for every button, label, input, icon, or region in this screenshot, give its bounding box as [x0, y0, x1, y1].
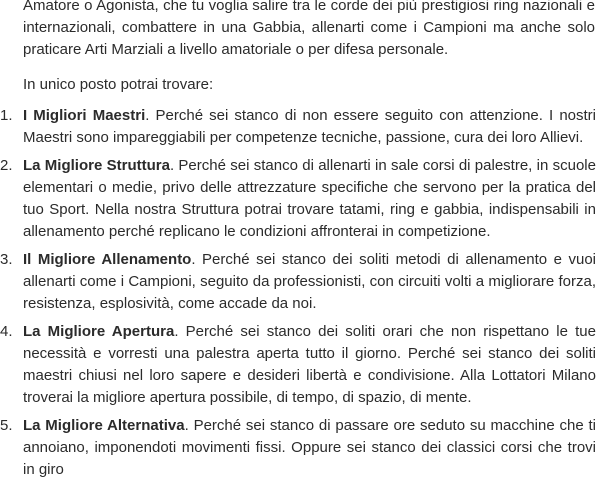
item-body: . Perché sei stanco di non essere seguito con attenzione. I nostri Maestri sono impareggiabili per competenze tecniche, passione, cura dei loro Allievi. — [23, 107, 596, 146]
item-title: La Migliore Struttura — [23, 157, 170, 174]
item-title: La Migliore Alternativa — [23, 417, 185, 434]
lead-sentence: In unico posto potrai trovare: — [23, 76, 214, 93]
intro-paragraph: Amatore o Agonista, che tu voglia salire tra le corde dei più prestigiosi ring nazionali e internazionali, combattere in una Gabbia, allenarti come i Campioni ma anche solo praticare Arti Marziali a livello amatoriale o per difesa personale. — [23, 0, 595, 58]
item-title: La Migliore Apertura — [23, 323, 175, 340]
item-title: I Migliori Maestri — [23, 107, 146, 124]
item-title: Il Migliore Allenamento — [23, 251, 192, 268]
item-body: . Perché sei stanco di allenarti in sale corsi di palestre, in scuole elementari o medie, privo delle attrezzature specifiche che servono per la pratica del tuo Sport. Nella nostra Struttura potrai trovare tatami, ring e gabbia, indispensabili in allenamento perché replicano le condizioni affronterai in competizione. — [23, 157, 596, 240]
item-body: . Perché sei stanco di passare ore seduto su macchine che ti annoiano, imponendoti movimenti fissi. Oppure sei stanco dei classici corsi che trovi in giro — [23, 417, 596, 478]
list-item — [0, 249, 598, 315]
list-item — [0, 321, 598, 409]
item-number: 5. — [0, 417, 13, 434]
item-number: 1. — [0, 107, 13, 124]
list-item — [0, 105, 598, 149]
item-body: . Perché sei stanco dei soliti metodi di allenamento e vuoi allenarti come i Campioni, seguito da professionisti, con circuiti volti a migliorare forza, resistenza, esplosività, come accade da noi. — [23, 251, 596, 312]
features-list — [0, 105, 598, 487]
item-number: 2. — [0, 157, 13, 174]
item-number: 3. — [0, 251, 13, 268]
list-item — [0, 155, 598, 243]
item-body: . Perché sei stanco dei soliti orari che non rispettano le tue necessità e vorresti una palestra aperta tutto il giorno. Perché sei stanco dei soliti maestri chiusi nel loro sapere e desideri libertà e condivisione. Alla Lottatori Milano troverai la migliore apertura possibile, di tempo, di spazio, di mente. — [23, 323, 596, 406]
item-number: 4. — [0, 323, 13, 340]
list-item — [0, 415, 598, 481]
